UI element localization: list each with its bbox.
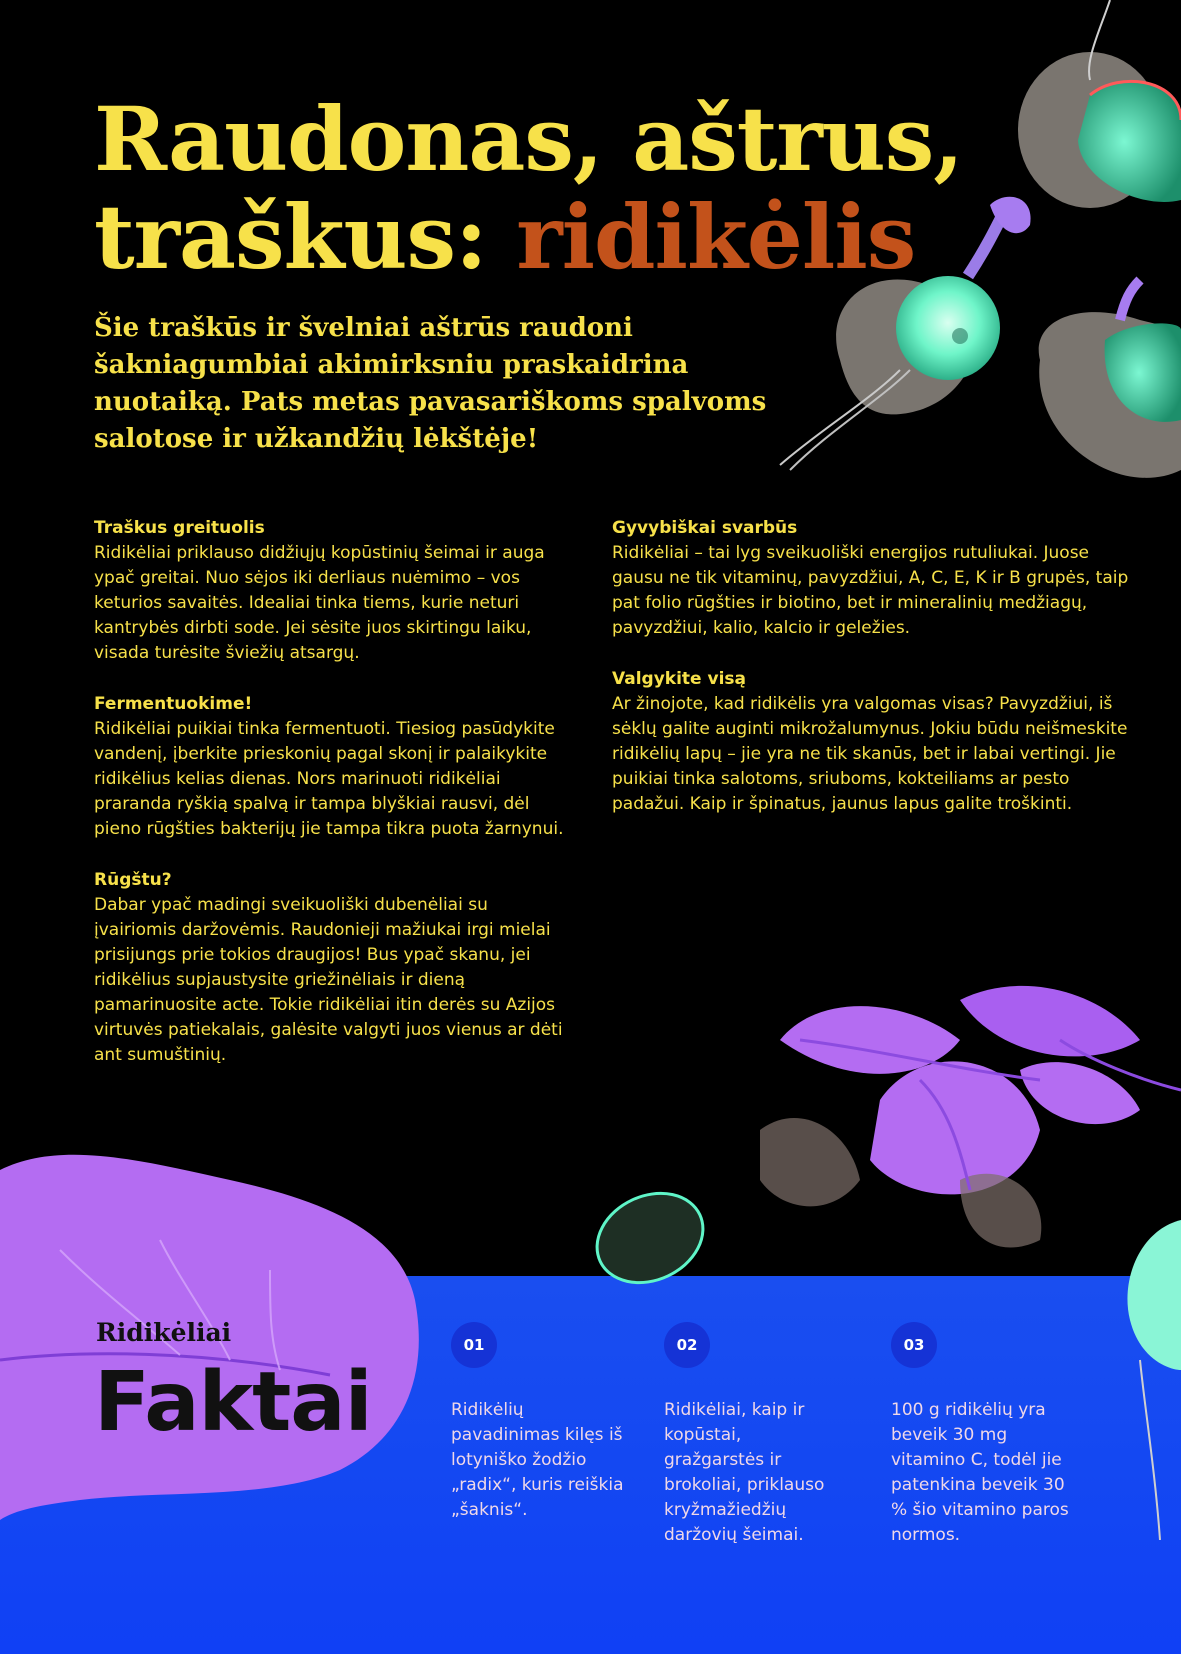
left-column [94, 516, 574, 1094]
section-traskus-greituolis [94, 516, 574, 666]
section-heading: Valgykite visą [612, 669, 746, 689]
fact-text: Ridikėliai, kaip ir kopūstai, gražgarstės ir brokoliai, priklauso kryžmažiedžių daržovių šeimai. [664, 1400, 825, 1545]
title-accent-word: ridikėlis [516, 185, 916, 289]
section-text: Ridikėliai priklauso didžiųjų kopūstinių šeimai ir auga ypač greitai. Nuo sėjos iki derliaus nuėmimo – vos keturios savaitės. Idealiai tinka tiems, kurie neturi kantrybės dirbti sode. Jei sėsite juos skirtingu laiku, visada turėsite šviežių atsargų. [94, 543, 545, 663]
lead-paragraph: Šie traškūs ir švelniai aštrūs raudoni šakniagumbiai akimirksniu praskaidrina nuotaiką. Pats metas pavasariškoms spalvoms salotose ir užkandžių lėkštėje! [94, 313, 767, 454]
section-text: Ridikėliai puikiai tinka fermentuoti. Tiesiog pasūdykite vandenį, įberkite prieskonių pagal skonį ir palaikykite ridikėlius kelias dienas. Nors marinuoti ridikėliai praranda ryškią spalvą ir tampa blyškiai rausvi, dėl pieno rūgšties bakterijų jie tampa tikra puota žarnynui. [94, 719, 564, 839]
fact-item-03 [891, 1322, 1071, 1548]
title-line-2-start: traškus: [94, 185, 517, 289]
section-heading: Gyvybiškai svarbūs [612, 518, 798, 538]
section-text: Dabar ypač madingi sveikuoliški dubenėliai su įvairiomis daržovėmis. Raudonieji mažiukai irgi mielai prisijungs prie tokios draugijos! Bus ypač skanu, jei ridikėlius supjaustysite griežinėliais ir dieną pamarinuosite acte. Tokie ridikėliai itin derės su Azijos virtuvės patiekalais, galėsite valgyti juos vienus ar dėti ant sumuštinių. [94, 895, 563, 1065]
section-valgykite-visa [612, 667, 1142, 817]
facts-title: Faktai [94, 1355, 372, 1450]
section-heading: Rūgštu? [94, 870, 172, 890]
fact-item-01 [451, 1322, 631, 1523]
section-heading: Fermentuokime! [94, 694, 253, 714]
page-title [94, 87, 963, 289]
radish-illustration-bottom [1100, 1210, 1181, 1540]
fact-number-badge: 01 [451, 1322, 497, 1368]
facts-kicker: Ridikėliai [96, 1318, 232, 1347]
right-column [612, 516, 1142, 843]
fact-number-badge: 03 [891, 1322, 937, 1368]
section-text: Ridikėliai – tai lyg sveikuoliški energijos rutuliukai. Juose gausu ne tik vitaminų, pavyzdžiui, A, C, E, K ir B grupės, taip pat folio rūgšties ir biotino, bet ir mineralinių medžiagų, pavyzdžiui, kalio, kalcio ir geležies. [612, 543, 1129, 638]
fact-item-02 [664, 1322, 844, 1548]
title-line-1: Raudonas, aštrus, [94, 87, 963, 191]
section-fermentuokime [94, 692, 574, 842]
fact-text: Ridikėlių pavadinimas kilęs iš lotyniško žodžio „radix“, kuris reiškia „šaknis“. [451, 1400, 624, 1520]
fact-text: 100 g ridikėlių yra beveik 30 mg vitamino C, todėl jie patenkina beveik 30 % šio vitamino paros normos. [891, 1400, 1069, 1545]
section-heading: Traškus greituolis [94, 518, 265, 538]
section-rugstu [94, 868, 574, 1068]
seed-illustration [580, 1180, 720, 1300]
section-gyvybiskai-svarbus [612, 516, 1142, 641]
section-text: Ar žinojote, kad ridikėlis yra valgomas visas? Pavyzdžiui, iš sėklų galite auginti mikrožalumynus. Jokiu būdu neišmeskite ridikėlių lapų – jie yra ne tik skanūs, bet ir labai vertingi. Jie puikiai tinka salotoms, sriuboms, kokteiliams ar pesto padažui. Kaip ir špinatus, jaunus lapus galite troškinti. [612, 694, 1128, 814]
fact-number-badge: 02 [664, 1322, 710, 1368]
